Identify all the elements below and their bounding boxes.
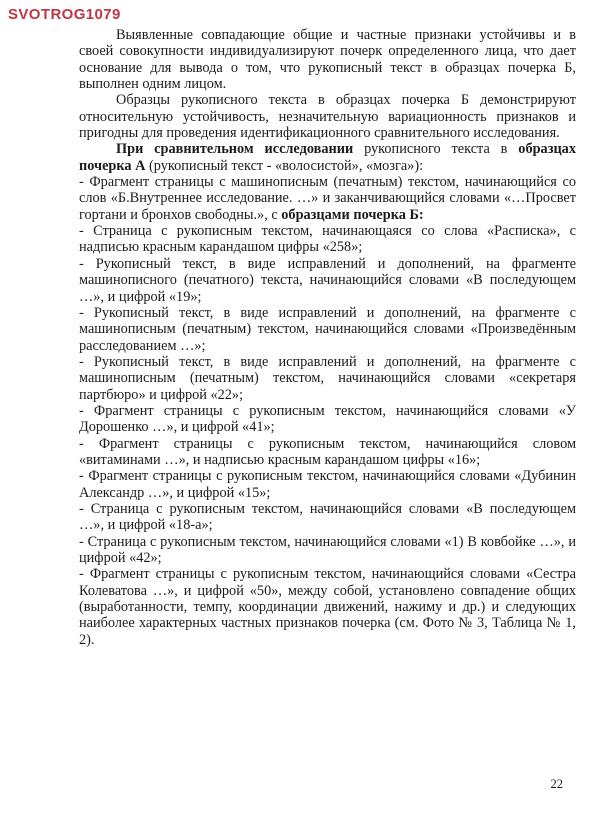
list-item-corrections-22 bbox=[79, 354, 576, 403]
list-item-sestra-kolevatova-50 bbox=[79, 566, 576, 648]
list-item-kovboyke-42 bbox=[79, 534, 576, 567]
text-run-bold: образцами почерка Б: bbox=[281, 206, 424, 223]
text-run: - Страница с рукописным текстом, начинающийся словами «В последующем …», и цифрой «18-а»; bbox=[79, 500, 576, 534]
list-item-fragment-typewritten bbox=[79, 174, 576, 223]
page-number: 22 bbox=[550, 777, 563, 791]
list-item-corrections-proizvedennym bbox=[79, 305, 576, 354]
text-run: - Фрагмент страницы с рукописным текстом, начинающийся словом «витаминами …», и надписью красным карандашом цифры «16»; bbox=[79, 435, 576, 468]
list-item-posleduyushchem-18a bbox=[79, 501, 576, 534]
text-run-bold: образцах почерка А bbox=[79, 141, 576, 174]
list-item-doroshenko-41 bbox=[79, 403, 576, 436]
text-run: Образцы рукописного текста в образцах почерка Б демонстрируют относительную устойчивость, незначительную вариационность признаков и пригодны для проведения идентификационного сравнительного исследования. bbox=[79, 92, 576, 142]
text-run: - Страница с рукописным текстом, начинающаяся со слова «Расписка», с надписью красным карандашом цифры «258»; bbox=[79, 223, 576, 256]
watermark: SVOTROG1079 bbox=[8, 6, 121, 23]
text-run: - Рукописный текст, в виде исправлений и дополнений, на фрагменте с машинописным (печатным) текстом, начинающийся словами «Произведённым расследованием …»; bbox=[79, 304, 576, 354]
document-body bbox=[79, 27, 576, 648]
text-run: (рукописный текст - «волосистой», «мозга»): bbox=[145, 157, 424, 174]
list-item-dubinin-15 bbox=[79, 468, 576, 501]
list-item-vitaminami-16 bbox=[79, 436, 576, 469]
paragraph-conclusion-identity bbox=[79, 27, 576, 92]
text-run: - Фрагмент страницы с машинописным (печатным) текстом, начинающийся со слов «Б.Внутреннее исследование. …» и заканчивающийся словами «…Просвет гортани и бронхов свободны.», с bbox=[79, 174, 576, 223]
text-run: - Страница с рукописным текстом, начинающийся словами «1) В ковбойке …», и цифрой «42»; bbox=[79, 533, 576, 566]
text-run: - Фрагмент страницы с рукописным текстом, начинающийся словами «Дубинин Александр …», и цифрой «15»; bbox=[79, 468, 576, 501]
text-run: - Рукописный текст, в виде исправлений и дополнений, на фрагменте с машинописным (печатным) текстом, начинающийся словами «секретаря партбюро» и цифрой «22»; bbox=[79, 353, 576, 403]
text-run: рукописного текста в bbox=[353, 141, 519, 158]
list-item-raspiska-258 bbox=[79, 223, 576, 256]
list-item-corrections-19 bbox=[79, 256, 576, 305]
paragraph-comparative-study-intro bbox=[79, 141, 576, 174]
text-run: - Фрагмент страницы с рукописным текстом, начинающийся словами «У Дорошенко …», и цифрой «41»; bbox=[79, 402, 576, 436]
text-run-bold: При сравнительном исследовании bbox=[116, 141, 354, 158]
text-run: - Рукописный текст, в виде исправлений и дополнений, на фрагменте машинописного (печатного) текста, начинающийся словами «В последующем …», и цифрой «19»; bbox=[79, 255, 576, 305]
paragraph-samples-suitability bbox=[79, 92, 576, 141]
text-run: - Фрагмент страницы с рукописным текстом, начинающийся словами «Сестра Колеватова …», и цифрой «50», между собой, установлено совпадение общих (выработанности, темпу, координации движений, нажиму и др.) и следующих наиболее характерных частных признаков почерка (см. Фото № 3, Таблица № 1, 2). bbox=[79, 566, 576, 648]
text-run: Выявленные совпадающие общие и частные признаки устойчивы и в своей совокупности индивидуализируют почерк определенного лица, что дает основание для вывода о том, что рукописный текст в образцах почерка Б, выполнен одним лицом. bbox=[79, 27, 576, 93]
